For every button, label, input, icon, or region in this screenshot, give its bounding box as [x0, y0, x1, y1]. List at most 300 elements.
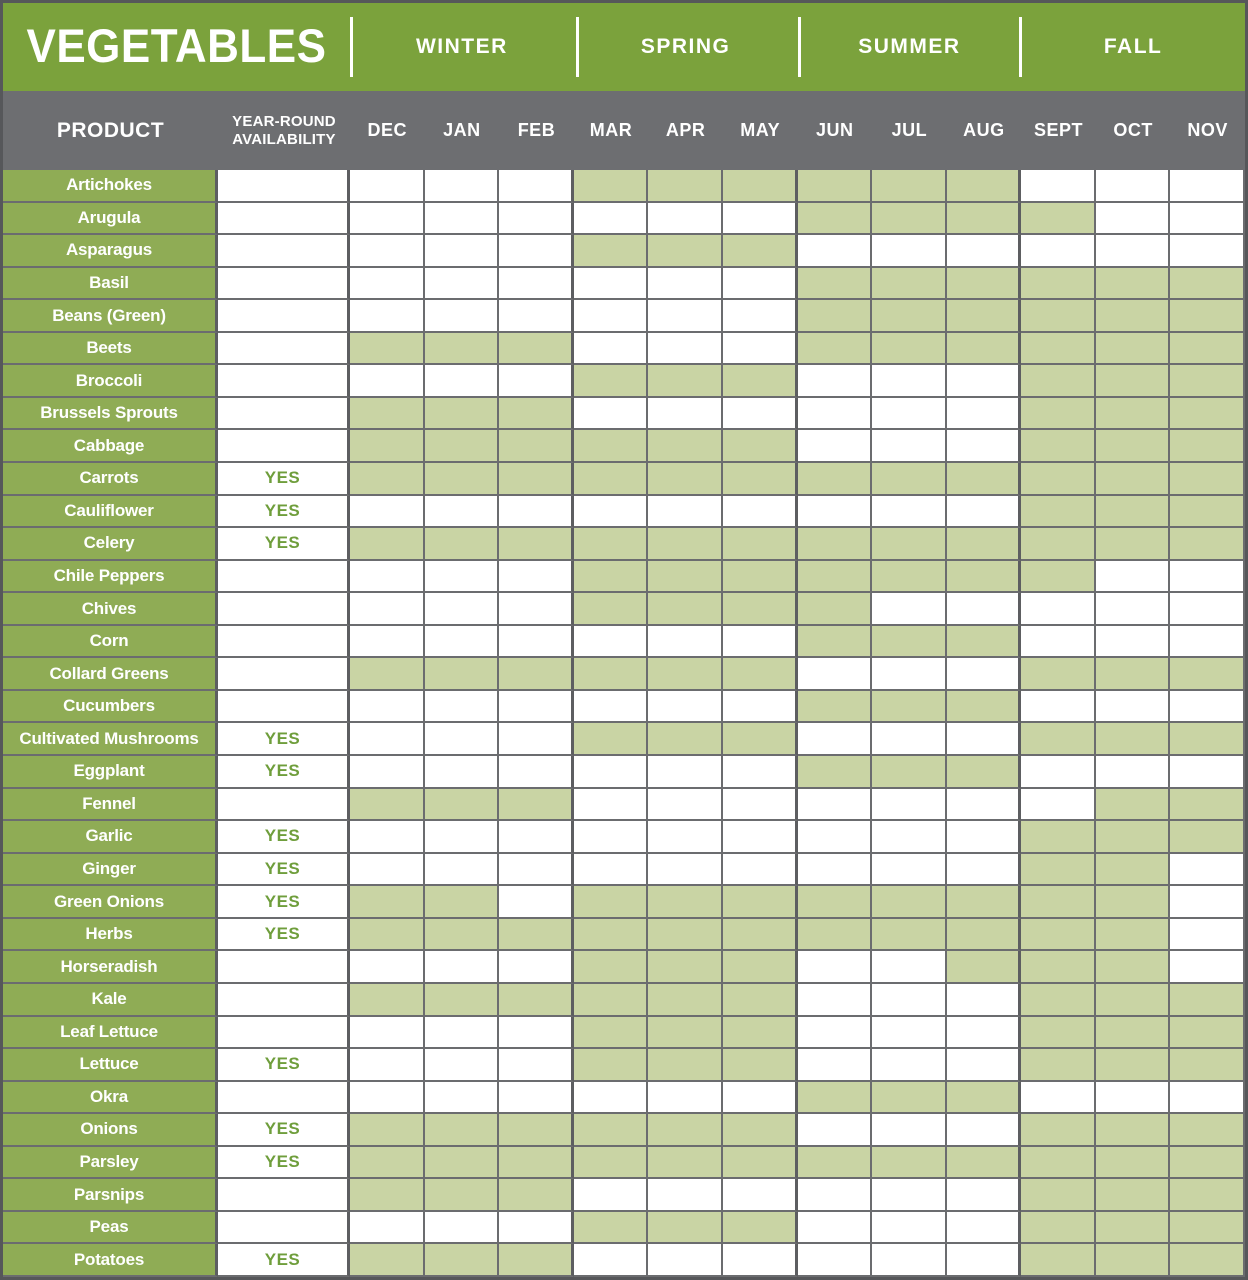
availability-cell-jun-unavailable: [798, 1017, 873, 1050]
availability-cell-may-unavailable: [723, 789, 798, 822]
availability-cell-jan-unavailable: [425, 170, 500, 203]
availability-cell-sept-available: [1021, 203, 1096, 236]
availability-cell-aug-available: [947, 528, 1022, 561]
availability-cell-aug-unavailable: [947, 1244, 1022, 1277]
product-column-header: PRODUCT: [56, 118, 165, 142]
availability-cell-mar-unavailable: [574, 300, 649, 333]
availability-cell-dec-unavailable: [350, 365, 425, 398]
availability-cell-dec-unavailable: [350, 951, 425, 984]
availability-cell-apr-unavailable: [648, 300, 723, 333]
availability-cell-oct-available: [1096, 430, 1171, 463]
availability-cell-apr-unavailable: [648, 1244, 723, 1277]
availability-cell-feb-available: [499, 789, 574, 822]
availability-cell-jul-unavailable: [872, 235, 947, 268]
availability-cell-jun-unavailable: [798, 1114, 873, 1147]
availability-cell-jun-available: [798, 528, 873, 561]
season-header-spring: SPRING: [640, 35, 731, 58]
availability-cell-dec-available: [350, 1179, 425, 1212]
availability-cell-nov-available: [1170, 268, 1245, 301]
availability-cell-dec-unavailable: [350, 496, 425, 529]
availability-cell-sept-available: [1021, 398, 1096, 431]
year-round-empty-cell: [218, 1179, 350, 1212]
availability-cell-jan-available: [425, 984, 500, 1017]
product-label: Leaf Lettuce: [3, 1017, 218, 1050]
availability-cell-feb-unavailable: [499, 593, 574, 626]
availability-cell-jun-unavailable: [798, 854, 873, 887]
availability-cell-may-available: [723, 919, 798, 952]
availability-cell-jan-unavailable: [425, 235, 500, 268]
availability-cell-dec-unavailable: [350, 268, 425, 301]
availability-cell-dec-available: [350, 1147, 425, 1180]
availability-cell-jun-unavailable: [798, 365, 873, 398]
availability-cell-sept-available: [1021, 333, 1096, 366]
availability-cell-sept-available: [1021, 1212, 1096, 1245]
availability-cell-jan-unavailable: [425, 723, 500, 756]
product-label: Fennel: [3, 789, 218, 822]
availability-cell-apr-unavailable: [648, 1179, 723, 1212]
availability-cell-nov-available: [1170, 723, 1245, 756]
availability-cell-feb-unavailable: [499, 626, 574, 659]
month-column-header-may: MAY: [740, 120, 781, 140]
year-round-empty-cell: [218, 1082, 350, 1115]
availability-cell-apr-available: [648, 951, 723, 984]
availability-cell-may-available: [723, 1017, 798, 1050]
month-column-header-dec: DEC: [367, 120, 408, 140]
availability-cell-mar-available: [574, 1114, 649, 1147]
year-round-empty-cell: [218, 398, 350, 431]
availability-cell-sept-available: [1021, 1179, 1096, 1212]
availability-cell-jul-unavailable: [872, 723, 947, 756]
month-column-header-apr: APR: [665, 120, 706, 140]
availability-cell-jun-available: [798, 756, 873, 789]
product-label: Parsley: [3, 1147, 218, 1180]
availability-cell-nov-available: [1170, 789, 1245, 822]
product-label: Broccoli: [3, 365, 218, 398]
year-round-yes-badge: YES: [218, 463, 350, 496]
availability-cell-dec-unavailable: [350, 1049, 425, 1082]
availability-cell-jul-available: [872, 528, 947, 561]
availability-cell-may-available: [723, 1147, 798, 1180]
availability-cell-nov-unavailable: [1170, 756, 1245, 789]
availability-cell-sept-available: [1021, 919, 1096, 952]
season-divider-bar: [798, 17, 801, 77]
availability-cell-feb-available: [499, 398, 574, 431]
availability-cell-jan-available: [425, 1244, 500, 1277]
availability-cell-oct-available: [1096, 1147, 1171, 1180]
year-round-empty-cell: [218, 626, 350, 659]
availability-cell-may-available: [723, 561, 798, 594]
year-round-empty-cell: [218, 1212, 350, 1245]
availability-cell-nov-unavailable: [1170, 1082, 1245, 1115]
availability-cell-mar-unavailable: [574, 203, 649, 236]
availability-cell-nov-available: [1170, 1244, 1245, 1277]
availability-cell-feb-available: [499, 658, 574, 691]
availability-cell-sept-available: [1021, 496, 1096, 529]
availability-cell-jul-unavailable: [872, 1017, 947, 1050]
availability-cell-oct-unavailable: [1096, 235, 1171, 268]
availability-cell-dec-unavailable: [350, 593, 425, 626]
availability-cell-mar-unavailable: [574, 333, 649, 366]
availability-cell-feb-unavailable: [499, 821, 574, 854]
product-label: Cucumbers: [3, 691, 218, 724]
availability-cell-apr-unavailable: [648, 496, 723, 529]
availability-cell-may-available: [723, 658, 798, 691]
year-round-empty-cell: [218, 789, 350, 822]
availability-cell-jul-unavailable: [872, 658, 947, 691]
year-round-empty-cell: [218, 170, 350, 203]
availability-cell-apr-available: [648, 561, 723, 594]
year-round-yes-badge: YES: [218, 1147, 350, 1180]
availability-cell-aug-unavailable: [947, 430, 1022, 463]
availability-cell-may-available: [723, 1114, 798, 1147]
availability-cell-nov-unavailable: [1170, 235, 1245, 268]
availability-cell-dec-unavailable: [350, 1017, 425, 1050]
availability-cell-jan-unavailable: [425, 268, 500, 301]
availability-cell-sept-unavailable: [1021, 170, 1096, 203]
availability-cell-sept-available: [1021, 463, 1096, 496]
availability-cell-jul-unavailable: [872, 365, 947, 398]
year-round-empty-cell: [218, 1017, 350, 1050]
availability-cell-mar-unavailable: [574, 1082, 649, 1115]
availability-cell-may-unavailable: [723, 496, 798, 529]
availability-cell-aug-available: [947, 333, 1022, 366]
availability-cell-jun-unavailable: [798, 1179, 873, 1212]
availability-cell-may-available: [723, 886, 798, 919]
availability-cell-dec-unavailable: [350, 723, 425, 756]
availability-cell-mar-available: [574, 984, 649, 1017]
availability-cell-aug-unavailable: [947, 235, 1022, 268]
availability-cell-dec-unavailable: [350, 235, 425, 268]
availability-cell-mar-available: [574, 1017, 649, 1050]
year-round-column-header: YEAR-ROUND AVAILABILITY: [232, 113, 336, 148]
availability-cell-oct-available: [1096, 496, 1171, 529]
month-column-header-sept: SEPT: [1033, 120, 1083, 140]
availability-cell-jan-unavailable: [425, 854, 500, 887]
availability-cell-feb-unavailable: [499, 691, 574, 724]
availability-cell-oct-available: [1096, 1114, 1171, 1147]
availability-cell-oct-unavailable: [1096, 170, 1171, 203]
product-label: Beets: [3, 333, 218, 366]
availability-cell-oct-available: [1096, 789, 1171, 822]
availability-cell-nov-available: [1170, 430, 1245, 463]
availability-cell-sept-unavailable: [1021, 789, 1096, 822]
month-column-header-jan: JAN: [443, 120, 481, 140]
availability-cell-jan-available: [425, 1114, 500, 1147]
availability-cell-jan-unavailable: [425, 1049, 500, 1082]
availability-cell-jan-unavailable: [425, 756, 500, 789]
availability-cell-feb-unavailable: [499, 170, 574, 203]
availability-cell-may-available: [723, 170, 798, 203]
availability-cell-may-unavailable: [723, 333, 798, 366]
availability-cell-jun-available: [798, 593, 873, 626]
product-label: Chives: [3, 593, 218, 626]
year-round-empty-cell: [218, 268, 350, 301]
availability-cell-sept-unavailable: [1021, 235, 1096, 268]
availability-cell-may-unavailable: [723, 1244, 798, 1277]
availability-cell-nov-available: [1170, 365, 1245, 398]
availability-cell-sept-available: [1021, 984, 1096, 1017]
year-round-yes-badge: YES: [218, 496, 350, 529]
availability-cell-jul-unavailable: [872, 1049, 947, 1082]
availability-cell-mar-available: [574, 723, 649, 756]
availability-cell-oct-available: [1096, 886, 1171, 919]
availability-cell-jul-available: [872, 1147, 947, 1180]
year-round-yes-badge: YES: [218, 886, 350, 919]
availability-cell-feb-unavailable: [499, 1212, 574, 1245]
availability-cell-oct-available: [1096, 1244, 1171, 1277]
season-divider-bar: [1019, 17, 1022, 77]
availability-cell-nov-available: [1170, 1049, 1245, 1082]
availability-cell-mar-available: [574, 919, 649, 952]
availability-cell-nov-available: [1170, 1114, 1245, 1147]
availability-cell-may-unavailable: [723, 821, 798, 854]
season-divider-bar: [350, 17, 353, 77]
availability-cell-oct-unavailable: [1096, 756, 1171, 789]
availability-cell-aug-available: [947, 1082, 1022, 1115]
product-label: Cultivated Mushrooms: [3, 723, 218, 756]
availability-cell-nov-unavailable: [1170, 626, 1245, 659]
availability-cell-dec-unavailable: [350, 821, 425, 854]
product-label: Artichokes: [3, 170, 218, 203]
availability-cell-mar-unavailable: [574, 626, 649, 659]
availability-cell-mar-available: [574, 1049, 649, 1082]
availability-cell-sept-available: [1021, 658, 1096, 691]
availability-cell-apr-unavailable: [648, 756, 723, 789]
availability-cell-mar-available: [574, 561, 649, 594]
availability-grid: [3, 170, 1245, 1277]
availability-cell-jun-available: [798, 886, 873, 919]
availability-cell-jun-available: [798, 300, 873, 333]
availability-cell-nov-available: [1170, 1179, 1245, 1212]
availability-cell-mar-available: [574, 1212, 649, 1245]
availability-cell-feb-available: [499, 1114, 574, 1147]
availability-cell-sept-unavailable: [1021, 756, 1096, 789]
availability-cell-dec-available: [350, 658, 425, 691]
availability-cell-sept-unavailable: [1021, 626, 1096, 659]
availability-cell-jul-available: [872, 691, 947, 724]
product-label: Chile Peppers: [3, 561, 218, 594]
availability-cell-aug-available: [947, 300, 1022, 333]
availability-cell-sept-available: [1021, 1049, 1096, 1082]
availability-cell-nov-unavailable: [1170, 919, 1245, 952]
availability-cell-sept-available: [1021, 528, 1096, 561]
availability-cell-nov-available: [1170, 1017, 1245, 1050]
month-column-header-aug: AUG: [963, 120, 1005, 140]
availability-cell-dec-available: [350, 528, 425, 561]
product-label: Brussels Sprouts: [3, 398, 218, 431]
availability-cell-oct-available: [1096, 398, 1171, 431]
availability-cell-aug-unavailable: [947, 593, 1022, 626]
availability-cell-apr-available: [648, 919, 723, 952]
availability-cell-aug-available: [947, 919, 1022, 952]
product-label: Peas: [3, 1212, 218, 1245]
availability-cell-apr-available: [648, 886, 723, 919]
availability-cell-jan-unavailable: [425, 1017, 500, 1050]
availability-cell-jul-unavailable: [872, 496, 947, 529]
availability-cell-aug-available: [947, 170, 1022, 203]
availability-cell-dec-unavailable: [350, 1082, 425, 1115]
product-label: Eggplant: [3, 756, 218, 789]
availability-cell-jun-unavailable: [798, 430, 873, 463]
availability-cell-oct-available: [1096, 333, 1171, 366]
availability-cell-oct-available: [1096, 463, 1171, 496]
availability-cell-dec-unavailable: [350, 203, 425, 236]
product-label: Celery: [3, 528, 218, 561]
availability-cell-may-unavailable: [723, 854, 798, 887]
availability-cell-may-available: [723, 365, 798, 398]
availability-cell-oct-unavailable: [1096, 561, 1171, 594]
availability-cell-apr-available: [648, 1212, 723, 1245]
availability-cell-jul-unavailable: [872, 951, 947, 984]
availability-cell-sept-available: [1021, 561, 1096, 594]
availability-cell-oct-available: [1096, 268, 1171, 301]
availability-cell-dec-unavailable: [350, 170, 425, 203]
availability-cell-sept-available: [1021, 854, 1096, 887]
year-round-yes-badge: YES: [218, 854, 350, 887]
product-label: Corn: [3, 626, 218, 659]
availability-cell-may-available: [723, 984, 798, 1017]
availability-cell-may-unavailable: [723, 398, 798, 431]
availability-cell-oct-available: [1096, 1017, 1171, 1050]
availability-cell-dec-available: [350, 398, 425, 431]
availability-cell-oct-available: [1096, 723, 1171, 756]
availability-cell-mar-available: [574, 430, 649, 463]
availability-cell-apr-available: [648, 1049, 723, 1082]
availability-cell-jan-available: [425, 463, 500, 496]
season-header-winter: WINTER: [415, 35, 508, 58]
availability-cell-aug-unavailable: [947, 1017, 1022, 1050]
availability-cell-apr-available: [648, 593, 723, 626]
availability-cell-jul-available: [872, 170, 947, 203]
availability-cell-apr-unavailable: [648, 626, 723, 659]
availability-cell-jul-available: [872, 300, 947, 333]
year-round-empty-cell: [218, 333, 350, 366]
availability-cell-feb-available: [499, 1244, 574, 1277]
availability-cell-jun-unavailable: [798, 1244, 873, 1277]
availability-cell-jun-unavailable: [798, 496, 873, 529]
availability-cell-oct-unavailable: [1096, 203, 1171, 236]
availability-cell-apr-unavailable: [648, 789, 723, 822]
availability-cell-jan-available: [425, 430, 500, 463]
availability-cell-feb-unavailable: [499, 561, 574, 594]
availability-cell-jun-unavailable: [798, 235, 873, 268]
availability-cell-jul-unavailable: [872, 1212, 947, 1245]
season-header-summer: SUMMER: [858, 35, 961, 58]
availability-cell-nov-available: [1170, 496, 1245, 529]
availability-cell-jan-unavailable: [425, 1082, 500, 1115]
availability-cell-jul-available: [872, 333, 947, 366]
availability-cell-jun-unavailable: [798, 984, 873, 1017]
availability-cell-nov-unavailable: [1170, 170, 1245, 203]
availability-cell-jan-unavailable: [425, 691, 500, 724]
availability-cell-feb-available: [499, 984, 574, 1017]
availability-cell-oct-available: [1096, 951, 1171, 984]
availability-cell-mar-unavailable: [574, 854, 649, 887]
availability-cell-jan-unavailable: [425, 300, 500, 333]
availability-cell-apr-available: [648, 430, 723, 463]
month-column-header-oct: OCT: [1113, 120, 1153, 140]
availability-cell-nov-unavailable: [1170, 203, 1245, 236]
availability-cell-aug-unavailable: [947, 496, 1022, 529]
availability-cell-dec-available: [350, 919, 425, 952]
availability-cell-aug-available: [947, 756, 1022, 789]
availability-cell-oct-unavailable: [1096, 1082, 1171, 1115]
availability-cell-apr-available: [648, 235, 723, 268]
availability-cell-sept-unavailable: [1021, 691, 1096, 724]
availability-cell-mar-unavailable: [574, 789, 649, 822]
availability-cell-dec-available: [350, 1114, 425, 1147]
availability-cell-feb-available: [499, 528, 574, 561]
availability-cell-dec-unavailable: [350, 626, 425, 659]
availability-cell-sept-available: [1021, 430, 1096, 463]
availability-cell-sept-available: [1021, 1017, 1096, 1050]
availability-cell-feb-unavailable: [499, 1049, 574, 1082]
availability-cell-nov-available: [1170, 1212, 1245, 1245]
product-label: Parsnips: [3, 1179, 218, 1212]
availability-cell-may-unavailable: [723, 691, 798, 724]
availability-cell-jan-unavailable: [425, 593, 500, 626]
availability-cell-sept-available: [1021, 951, 1096, 984]
availability-cell-mar-available: [574, 593, 649, 626]
availability-cell-jul-unavailable: [872, 1179, 947, 1212]
availability-cell-aug-available: [947, 268, 1022, 301]
availability-cell-dec-unavailable: [350, 756, 425, 789]
year-round-empty-cell: [218, 235, 350, 268]
product-label: Carrots: [3, 463, 218, 496]
availability-cell-apr-unavailable: [648, 1082, 723, 1115]
availability-cell-feb-unavailable: [499, 235, 574, 268]
year-round-empty-cell: [218, 951, 350, 984]
availability-cell-nov-unavailable: [1170, 886, 1245, 919]
availability-cell-may-unavailable: [723, 1179, 798, 1212]
availability-cell-jan-available: [425, 333, 500, 366]
availability-cell-may-available: [723, 593, 798, 626]
availability-cell-feb-available: [499, 333, 574, 366]
year-round-yes-badge: YES: [218, 919, 350, 952]
availability-cell-feb-available: [499, 463, 574, 496]
availability-cell-feb-unavailable: [499, 203, 574, 236]
availability-cell-jun-unavailable: [798, 821, 873, 854]
availability-cell-feb-unavailable: [499, 365, 574, 398]
availability-cell-jul-available: [872, 756, 947, 789]
availability-cell-jun-available: [798, 561, 873, 594]
availability-cell-oct-available: [1096, 528, 1171, 561]
availability-cell-mar-unavailable: [574, 756, 649, 789]
availability-cell-jun-available: [798, 203, 873, 236]
availability-cell-apr-available: [648, 984, 723, 1017]
availability-cell-may-available: [723, 430, 798, 463]
availability-cell-feb-unavailable: [499, 268, 574, 301]
availability-cell-oct-available: [1096, 854, 1171, 887]
availability-cell-may-available: [723, 1212, 798, 1245]
availability-cell-aug-unavailable: [947, 1049, 1022, 1082]
availability-cell-mar-available: [574, 170, 649, 203]
availability-cell-dec-unavailable: [350, 300, 425, 333]
availability-cell-jun-unavailable: [798, 951, 873, 984]
availability-cell-apr-unavailable: [648, 691, 723, 724]
availability-cell-jun-available: [798, 170, 873, 203]
availability-cell-sept-available: [1021, 821, 1096, 854]
availability-cell-oct-available: [1096, 1179, 1171, 1212]
availability-cell-sept-unavailable: [1021, 593, 1096, 626]
year-round-empty-cell: [218, 430, 350, 463]
availability-cell-sept-available: [1021, 300, 1096, 333]
product-label: Collard Greens: [3, 658, 218, 691]
availability-cell-nov-unavailable: [1170, 854, 1245, 887]
availability-cell-feb-unavailable: [499, 854, 574, 887]
availability-cell-aug-available: [947, 951, 1022, 984]
availability-cell-jan-available: [425, 658, 500, 691]
